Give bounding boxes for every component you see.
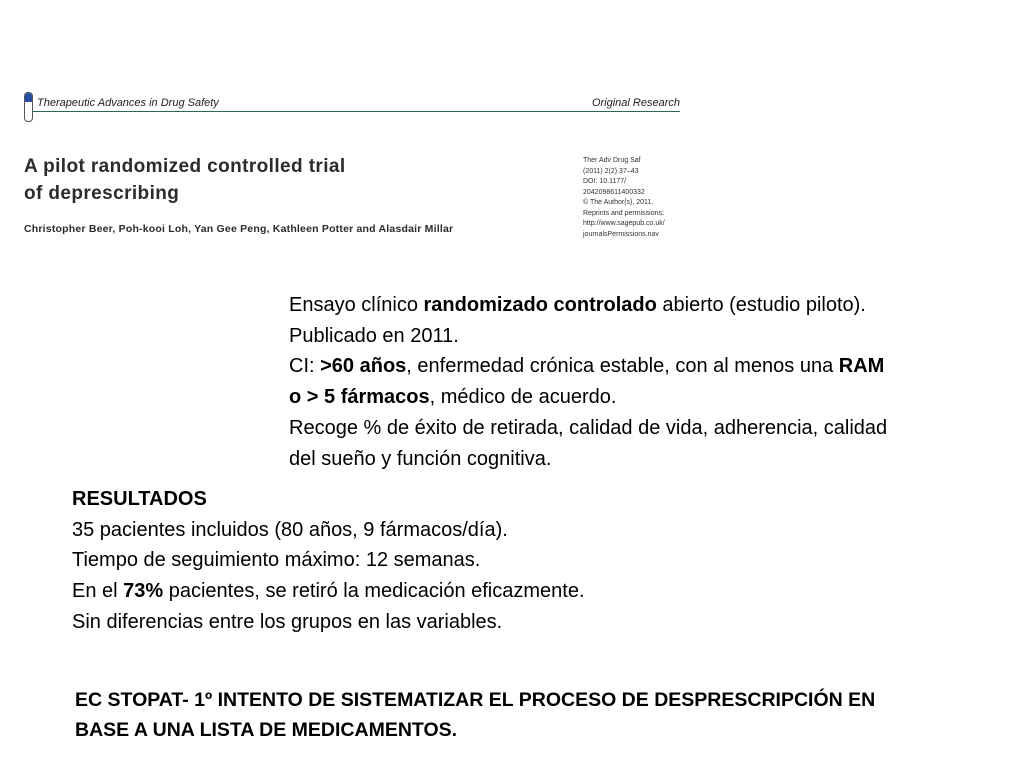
conclusion-line: EC STOPAT- 1º INTENTO DE SISTEMATIZAR EL PROCESO DE DESPRESCRIPCIÓN EN	[75, 689, 876, 711]
bold-span: RAM	[838, 355, 885, 378]
results-line: Tiempo de seguimiento máximo: 12 semanas.	[72, 549, 481, 572]
journal-logo-icon	[24, 92, 33, 122]
paper-title	[24, 153, 346, 207]
text-span: En el	[72, 580, 124, 603]
description-line: Publicado en 2011.	[289, 324, 459, 347]
meta-line: journalsPermissions.nav	[583, 230, 659, 238]
paper-authors: Christopher Beer, Poh-kooi Loh, Yan Gee Peng, Kathleen Potter and Alasdair Millar	[24, 223, 454, 235]
meta-line: (2011) 2(2) 37–43	[583, 167, 639, 175]
bold-span: o > 5 fármacos	[289, 386, 430, 409]
results-line: Sin diferencias entre los grupos en las variables.	[72, 610, 503, 633]
paper-title-line-2: of deprescribing	[24, 183, 180, 204]
text-span: , enfermedad crónica estable, con al menos una	[406, 355, 839, 378]
results-section	[72, 484, 772, 638]
header-rule	[33, 111, 680, 112]
results-line: 35 pacientes incluidos (80 años, 9 fármacos/día).	[72, 518, 508, 541]
meta-line: © The Author(s), 2011.	[583, 199, 654, 206]
results-heading: RESULTADOS	[72, 488, 207, 510]
meta-line: DOI: 10.1177/	[583, 178, 627, 185]
conclusion-line: BASE A UNA LISTA DE MEDICAMENTOS.	[75, 719, 458, 741]
meta-line: Ther Adv Drug Saf	[583, 157, 641, 164]
citation-meta	[583, 156, 665, 240]
description-line	[289, 351, 989, 382]
results-line	[72, 576, 772, 607]
text-span: pacientes, se retiró la medicación eficazmente.	[163, 580, 585, 603]
text-span: CI:	[289, 355, 321, 378]
conclusion	[75, 685, 975, 745]
bold-span: >60 años	[320, 355, 407, 378]
meta-line: http://www.sagepub.co.uk/	[583, 220, 665, 227]
bold-span: 73%	[123, 580, 164, 603]
description-line	[289, 382, 989, 413]
study-description	[289, 290, 989, 474]
text-span: abierto (estudio piloto).	[656, 294, 866, 316]
journal-name: Therapeutic Advances in Drug Safety	[37, 97, 219, 109]
text-span: Ensayo clínico	[289, 294, 424, 316]
text-span: , médico de acuerdo.	[429, 386, 617, 409]
description-line: del sueño y función cognitiva.	[289, 447, 552, 470]
paper-title-line-1: A pilot randomized controlled trial	[24, 156, 346, 177]
bold-span: randomizado controlado	[423, 294, 657, 316]
description-line	[289, 290, 989, 321]
article-type: Original Research	[591, 97, 680, 109]
description-line: Recoge % de éxito de retirada, calidad de vida, adherencia, calidad	[289, 416, 888, 439]
meta-line: Reprints and permissions:	[583, 209, 664, 217]
meta-line: 2042098611400332	[583, 188, 645, 196]
